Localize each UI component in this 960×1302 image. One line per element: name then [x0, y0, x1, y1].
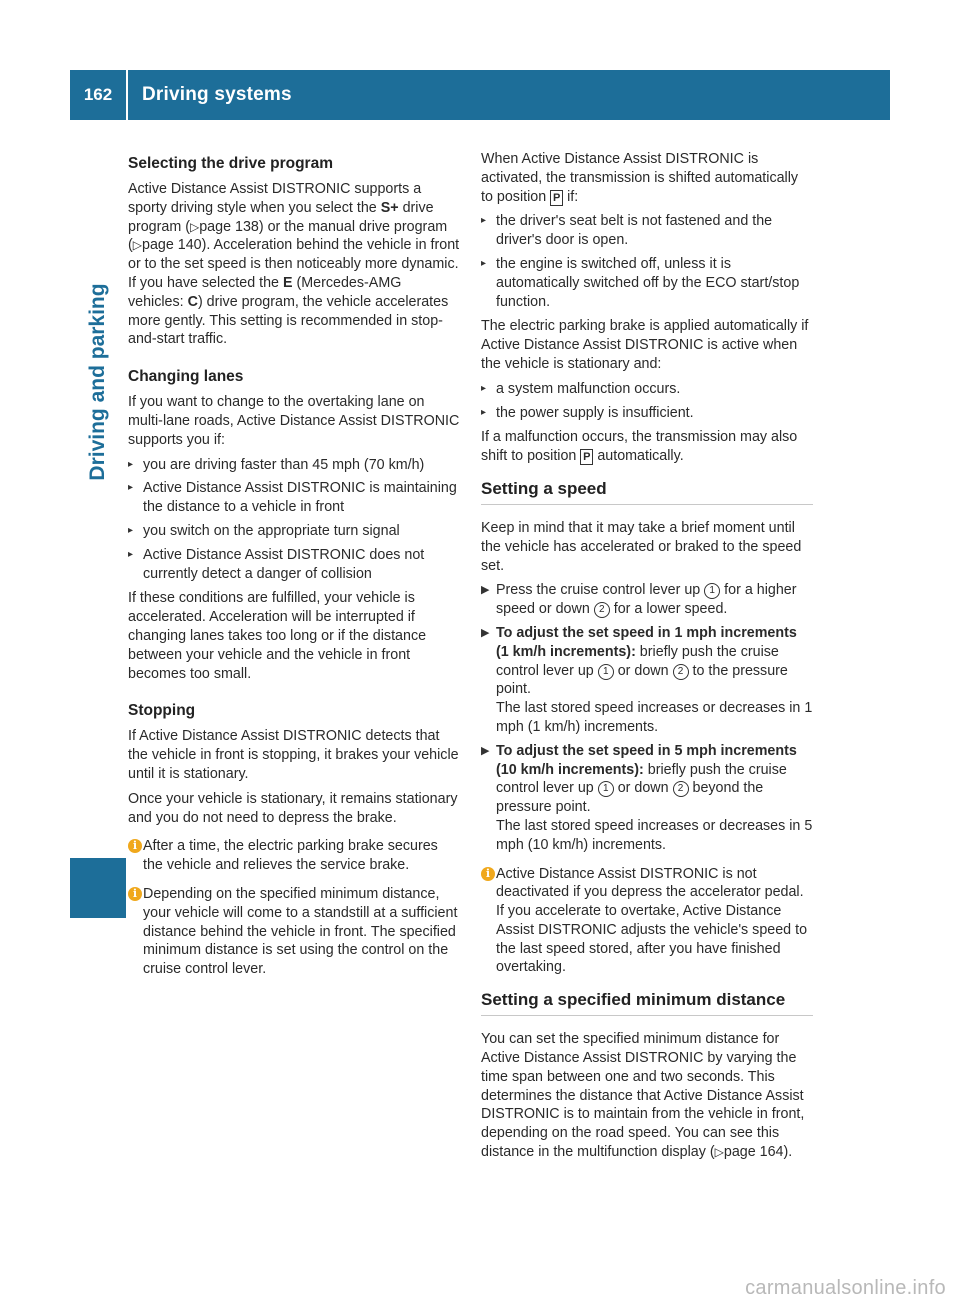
section-title: Driving systems	[142, 84, 292, 105]
step-arrow-icon: ▶	[481, 744, 490, 757]
step-item: ▶ To adjust the set speed in 1 mph increments (1 km/h increments): briefly push the cruise control lever up 1 or down 2 to the pressure point. The last stored speed increases or decreases in 1 mph (1 km/h) increments.	[481, 624, 813, 735]
list-item: ▸ the power supply is insufficient.	[481, 404, 813, 423]
lever-up-icon: 1	[598, 664, 614, 680]
info-icon: i	[481, 867, 495, 881]
info-note: i Active Distance Assist DISTRONIC is not deactivated if you depress the accelerator pedal. If you accelerate to overtake, Active Distance Assist DISTRONIC adjusts the vehicle's speed to the last speed stored, after you have finished overtaking.	[481, 865, 813, 978]
info-note: i Depending on the specified minimum distance, your vehicle will come to a standstill at a sufficient distance behind the vehicle in front. The specified minimum distance is set using the control on the cruise control lever.	[128, 885, 460, 979]
lever-down-icon: 2	[673, 664, 689, 680]
list-item: ▸ Active Distance Assist DISTRONIC does not currently detect a danger of collision	[128, 546, 460, 584]
heading-changing-lanes: Changing lanes	[128, 368, 244, 386]
heading-setting-speed: Setting a speed	[481, 478, 607, 498]
page-ref-icon: ▷	[189, 219, 200, 234]
lever-up-icon: 1	[704, 583, 720, 599]
step-item: ▶ Press the cruise control lever up 1 for a higher speed or down 2 for a lower speed.	[481, 582, 797, 618]
heading-min-distance: Setting a specified minimum distance	[481, 990, 786, 1010]
paragraph-changing-lanes-outro: If these conditions are fulfilled, your vehicle is accelerated. Acceleration will be interrupted if changing lanes takes too long or if the distance between your vehicle and the vehicle in front becomes too small.	[128, 590, 427, 682]
heading-min-distance-wrap	[481, 989, 813, 1016]
lever-up-icon: 1	[598, 781, 614, 797]
info-icon: i	[128, 839, 142, 853]
page-ref-icon: ▷	[714, 1145, 724, 1160]
paragraph-min-distance: You can set the specified minimum distance for Active Distance Assist DISTRONIC by varying the time span between one and two seconds. This determines the distance that Active Distance Assist DISTRONIC is to maintain from the vehicle in front, depending on the road speed. You can see this distance in the multifunction display (▷page 164).	[481, 1031, 805, 1161]
list-item: ▸ the engine is switched off, unless it is automatically switched off by the ECO start/stop function.	[481, 255, 813, 311]
right-column	[481, 150, 813, 1168]
paragraph-stopping-2: Once your vehicle is stationary, it remains stationary and you do not need to depress the brake.	[128, 790, 458, 826]
list-item: ▸ the driver's seat belt is not fastened and the driver's door is open.	[481, 212, 813, 250]
list-lane-conditions	[128, 456, 460, 584]
page-ref-icon: ▷	[132, 238, 142, 253]
paragraph-drive-program: Active Distance Assist DISTRONIC supports a sporty driving style when you select the S+ drive program (▷page 138) or the manual drive program (▷page 140). Acceleration behind the vehicle in front or to the set speed is then noticeably more dynamic. If you have selected the E (Mercedes-AMG vehicles: C) drive program, the vehicle accelerates more gently. This setting is recommended in stop-and-start traffic.	[128, 181, 460, 348]
list-park-conditions	[481, 212, 813, 311]
side-chapter-label: Driving and parking	[86, 283, 109, 481]
paragraph-changing-lanes-intro: If you want to change to the overtaking lane on multi-lane roads, Active Distance Assist DISTRONIC supports you if:	[128, 394, 460, 448]
lever-down-icon: 2	[594, 602, 610, 618]
info-icon: i	[128, 887, 142, 901]
step-arrow-icon: ▶	[481, 584, 490, 597]
list-item: ▸ a system malfunction occurs.	[481, 380, 813, 399]
park-position-icon: P	[580, 449, 593, 465]
info-note: i After a time, the electric parking brake secures the vehicle and relieves the service brake.	[128, 837, 460, 875]
list-item: ▸ you are driving faster than 45 mph (70 km/h)	[128, 456, 460, 475]
header-bar	[70, 70, 890, 120]
heading-setting-speed-wrap	[481, 478, 813, 505]
paragraph-park-shift: When Active Distance Assist DISTRONIC is activated, the transmission is shifted automatically to position P if:	[481, 151, 799, 205]
page-number: 162	[83, 85, 113, 104]
header-divider	[126, 70, 128, 120]
paragraph-parking-brake: The electric parking brake is applied automatically if Active Distance Assist DISTRONIC is active when the vehicle is stationary and:	[481, 318, 809, 372]
side-chapter-marker	[70, 858, 126, 918]
lever-down-icon: 2	[673, 781, 689, 797]
paragraph-malfunction: If a malfunction occurs, the transmission may also shift to position P automatically.	[481, 429, 798, 465]
heading-drive-program: Selecting the drive program	[128, 155, 333, 172]
park-position-icon: P	[550, 190, 563, 206]
list-item: ▸ you switch on the appropriate turn signal	[128, 522, 460, 541]
watermark[interactable]: carmanualsonline.info	[745, 1277, 946, 1299]
step-arrow-icon: ▶	[481, 626, 490, 639]
left-column	[128, 150, 460, 989]
paragraph-stopping-1: If Active Distance Assist DISTRONIC detects that the vehicle in front is stopping, it brakes your vehicle until it is stationary.	[128, 728, 459, 782]
list-brake-conditions	[481, 380, 813, 423]
list-item: ▸ Active Distance Assist DISTRONIC is maintaining the distance to a vehicle in front	[128, 479, 460, 517]
paragraph-speed-intro: Keep in mind that it may take a brief moment until the vehicle has accelerated or braked to the speed set.	[481, 519, 802, 574]
heading-stopping: Stopping	[128, 702, 196, 720]
step-item: ▶ To adjust the set speed in 5 mph increments (10 km/h increments): briefly push the cruise control lever up 1 or down 2 beyond the pressure point. The last stored speed increases or decreases in 5 mph (10 km/h) increments.	[481, 742, 813, 853]
